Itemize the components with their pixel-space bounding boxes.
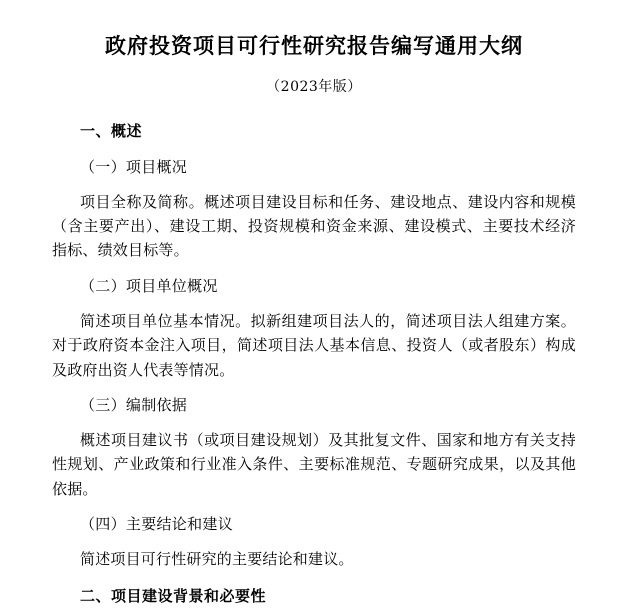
document-body — [52, 120, 576, 607]
paragraph-1-3: 概述项目建议书（或项目建设规划）及其批复文件、国家和地方有关支持性规划、产业政策和行业准入条件、主要标准规范、专题研究成果，以及其他依据。 — [52, 431, 576, 498]
paragraph-1-2: 简述项目单位基本情况。拟新组建项目法人的，简述项目法人组建方案。对于政府资本金注入项目，简述项目法人基本信息、投资人（或者股东）构成及政府出资人代表等情况。 — [52, 311, 576, 379]
section-heading-1-2: （二）项目单位概况 — [80, 276, 218, 295]
section-heading-2: 二、项目建设背景和必要性 — [80, 586, 267, 605]
page-title: 政府投资项目可行性研究报告编写通用大纲 — [105, 33, 523, 58]
section-heading-1: 一、概述 — [80, 122, 143, 141]
section-heading-1-1: （一）项目概况 — [80, 157, 188, 176]
section-heading-1-4: （四）主要结论和建议 — [80, 514, 234, 533]
paragraph-1-4: 简述项目可行性研究的主要结论和建议。 — [80, 550, 354, 569]
page-subtitle: （2023年版） — [266, 79, 362, 96]
paragraph-1-1: 项目全称及简称。概述项目建设目标和任务、建设地点、建设内容和规模（含主要产出）、建设工期、投资规模和资金来源、建设模式、主要技术经济指标、绩效目标等。 — [52, 192, 576, 260]
section-heading-1-3: （三）编制依据 — [80, 395, 188, 414]
